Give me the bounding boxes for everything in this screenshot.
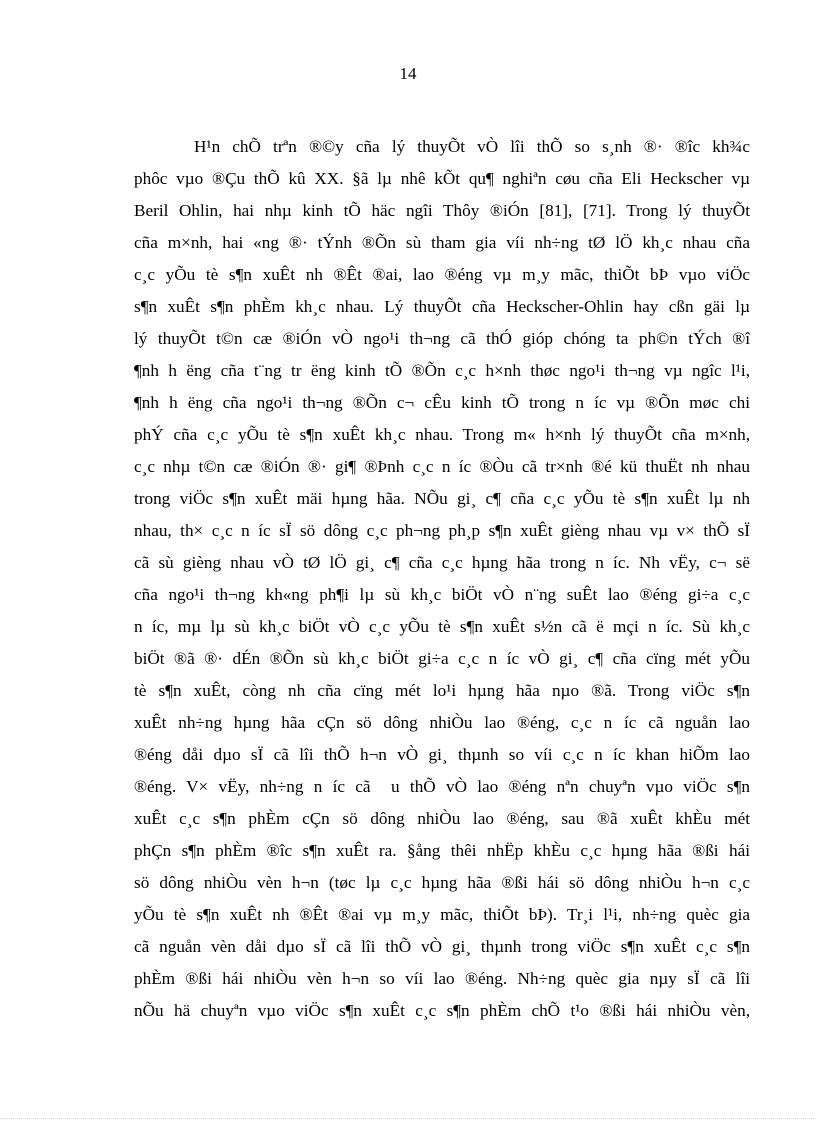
paragraph-line-10: phÝ cña c¸c yÕu tè s¶n xuÊt kh¸c nhau. Trong m« h×nh lý thuyÕt cña m×nh,	[134, 425, 750, 444]
paragraph-line-17: biÖt ®ã ®· dÉn ®Õn sù kh¸c biÖt gi÷a c¸c n íc vÒ gi¸ c¶ cña cïng mét yÕu	[134, 649, 750, 668]
paragraph-line-2: phôc vµo ®Çu thÕ kû XX. §ã lµ nhê kÕt qu¶ nghiªn cøu cña Eli Heckscher vµ	[134, 169, 750, 188]
paragraph-line-24: sö dông nhiÒu vèn h¬n (tøc lµ c¸c hµng hãa ®ßi hái sö dông nhiÒu h¬n c¸c	[134, 873, 750, 892]
paragraph-line-16: n íc, mµ lµ sù kh¸c biÖt vÒ c¸c yÕu tè s¶n xuÊt s½n cã ë mçi n íc. Sù kh¸c	[134, 617, 750, 636]
paragraph-line-15: cña ngo¹i th¬ng kh«ng ph¶i lµ sù kh¸c biÖt vÒ n¨ng suÊt lao ®éng gi÷a c¸c	[134, 585, 750, 604]
page-bottom-edge	[0, 1118, 816, 1119]
paragraph-line-25: yÕu tè s¶n xuÊt nh ®Êt ®ai vµ m¸y mãc, thiÕt bÞ). Tr¸i l¹i, nh÷ng quèc gia	[134, 905, 750, 924]
paragraph-line-12: trong viÖc s¶n xuÊt mäi hµng hãa. NÕu gi¸ c¶ cña c¸c yÕu tè s¶n xuÊt lµ nh	[134, 489, 750, 508]
page-number: 14	[399, 64, 417, 83]
paragraph-line-3: Beril Ohlin, hai nhµ kinh tÕ häc ngîi Thôy ®iÓn [81], [71]. Trong lý thuyÕt	[134, 201, 750, 220]
paragraph-line-19: xuÊt nh÷ng hµng hãa cÇn sö dông nhiÒu lao ®éng, c¸c n íc cã nguån lao	[134, 713, 750, 732]
paragraph-line-7: lý thuyÕt t©n cæ ®iÓn vÒ ngo¹i th¬ng cã thÓ gióp chóng ta ph©n tÝch ®î	[134, 329, 750, 348]
paragraph-line-8: ¶nh h ëng cña t¨ng tr ëng kinh tÕ ®Õn c¸c h×nh thøc ngo¹i th¬ng vµ ngîc l¹i,	[134, 361, 750, 380]
paragraph-line-18: tè s¶n xuÊt, còng nh cña cïng mét lo¹i hµng hãa nµo ®ã. Trong viÖc s¶n	[134, 681, 750, 700]
paragraph-line-20: ®éng dåi dµo sÏ cã lîi thÕ h¬n vÒ gi¸ thµnh so víi c¸c n íc khan hiÕm lao	[134, 745, 750, 764]
paragraph-line-26: cã nguån vèn dåi dµo sÏ cã lîi thÕ vÒ gi¸ thµnh trong viÖc s¶n xuÊt c¸c s¶n	[134, 937, 750, 956]
paragraph-line-22: xuÊt c¸c s¶n phÈm cÇn sö dông nhiÒu lao ®éng, sau ®ã xuÊt khÈu mét	[134, 809, 750, 828]
paragraph-line-27: phÈm ®ßi hái nhiÒu vèn h¬n so víi lao ®éng. Nh÷ng quèc gia nµy sÏ cã lîi	[134, 969, 750, 988]
paragraph-line-9: ¶nh h ëng cña ngo¹i th¬ng ®Õn c¬ cÊu kinh tÕ trong n íc vµ ®Õn møc chi	[134, 393, 750, 412]
paragraph-line-13: nhau, th× c¸c n íc sÏ sö dông c¸c ph¬ng ph¸p s¶n xuÊt gièng nhau vµ v× thÕ sÏ	[134, 521, 750, 540]
paragraph-line-6: s¶n xuÊt s¶n phÈm kh¸c nhau. Lý thuyÕt cña Heckscher-Ohlin hay cßn gäi lµ	[134, 297, 750, 316]
paragraph-line-23: phÇn s¶n phÈm ®îc s¶n xuÊt ra. §ång thêi nhËp khÈu c¸c hµng hãa ®ßi hái	[134, 841, 750, 860]
paragraph-line-5: c¸c yÕu tè s¶n xuÊt nh ®Êt ®ai, lao ®éng vµ m¸y mãc, thiÕt bÞ vµo viÖc	[134, 265, 750, 284]
paragraph-line-21: ®éng. V× vËy, nh÷ng n íc cã u thÕ vÒ lao ®éng nªn chuyªn vµo viÖc s¶n	[134, 777, 750, 796]
paragraph-line-4: cña m×nh, hai «ng ®· tÝnh ®Õn sù tham gia víi nh÷ng tØ lÖ kh¸c nhau cña	[134, 233, 750, 252]
paragraph-line-1: H¹n chÕ trªn ®©y cña lý thuyÕt vÒ lîi thÕ so s¸nh ®· ®îc kh¾c	[194, 137, 750, 156]
paragraph-line-11: c¸c nhµ t©n cæ ®iÓn ®· gi¶ ®Þnh c¸c n íc ®Òu cã tr×nh ®é kü thuËt nh nhau	[134, 457, 750, 476]
paragraph-line-14: cã sù gièng nhau vÒ tØ lÖ gi¸ c¶ cña c¸c hµng hãa trong n íc. Nh vËy, c¬ së	[134, 553, 750, 572]
paragraph-line-28: nÕu hä chuyªn vµo viÖc s¶n xuÊt c¸c s¶n phÈm chÕ t¹o ®ßi hái nhiÒu vèn,	[134, 1001, 750, 1020]
